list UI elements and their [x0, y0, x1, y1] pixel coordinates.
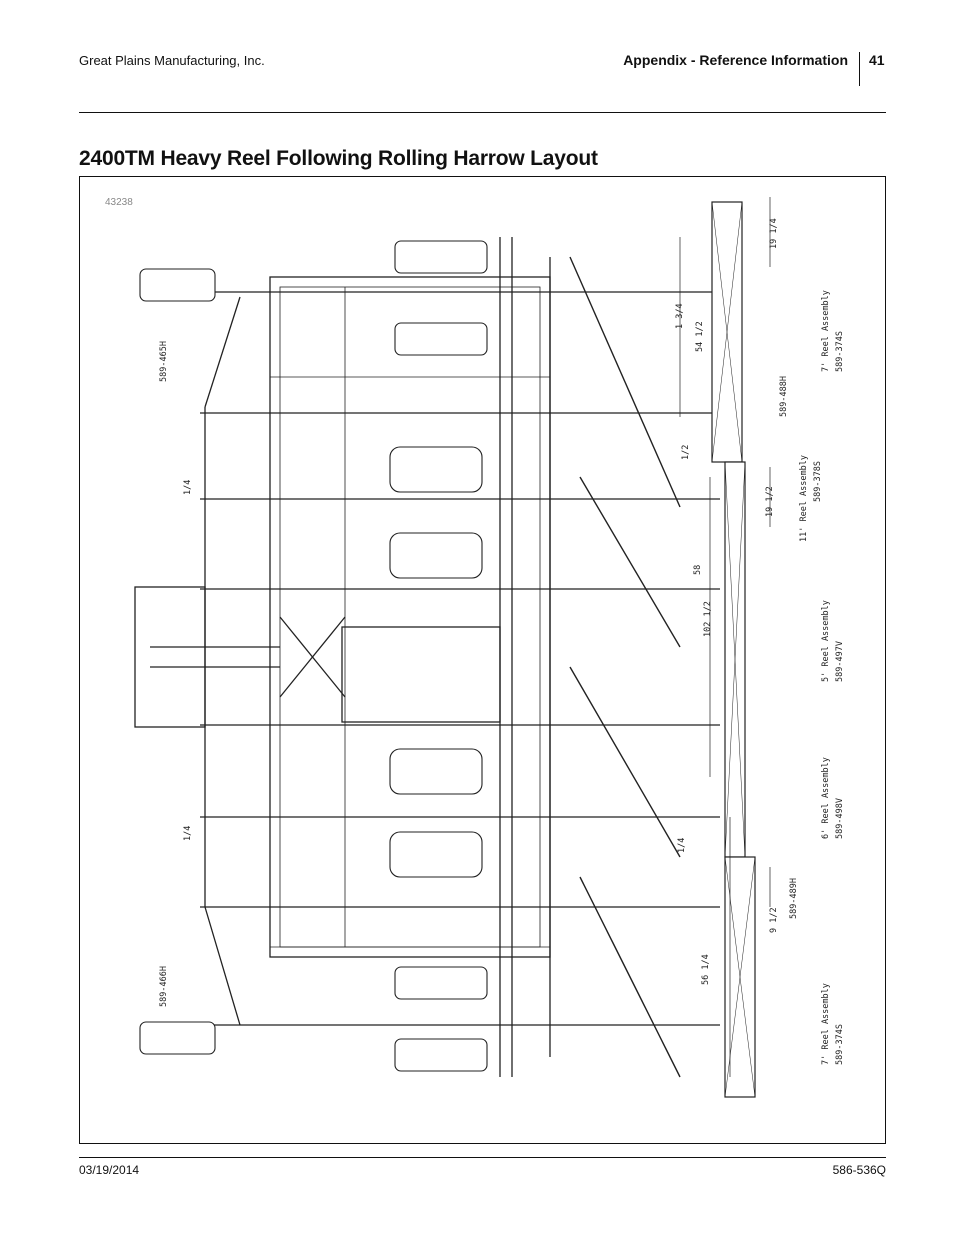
dim-9-1-2: 9 1/2: [769, 907, 779, 933]
reel-11ft-part: 589-378S: [813, 461, 823, 502]
rolling-reels: [712, 202, 755, 1097]
dim-58: 58: [693, 564, 703, 575]
footer-doc-number: 586-536Q: [832, 1163, 886, 1177]
dim-54-1-2: 54 1/2: [695, 321, 705, 352]
company-name: Great Plains Manufacturing, Inc.: [79, 53, 265, 68]
footer-date: 03/19/2014: [79, 1163, 140, 1177]
label-589-488H: 589-488H: [779, 376, 789, 417]
reel-5ft-size: 5' Reel Assembly: [821, 600, 831, 682]
reel-6ft-part: 589-498V: [835, 798, 845, 839]
dim-1-4-bottom-left: 1/4: [183, 825, 193, 841]
reel-7ft-bottom-part: 589-374S: [835, 1024, 845, 1065]
page-number: 41: [869, 52, 885, 68]
reel-6ft-size: 6' Reel Assembly: [821, 757, 831, 839]
label-589-466H: 589-466H: [159, 966, 169, 1007]
machine-frame: [135, 237, 720, 1077]
section-title: Appendix - Reference Information: [623, 52, 848, 68]
reel-5ft-part: 589-497V: [835, 641, 845, 682]
harrow-drawing: [80, 177, 885, 1143]
dim-1-4-right: 1/4: [677, 837, 687, 853]
dim-1-4-top: 1/4: [183, 479, 193, 495]
layout-drawing: [79, 176, 886, 1144]
reel-7ft-top-part: 589-374S: [835, 331, 845, 372]
header-divider: [859, 52, 860, 86]
dim-56-1-4: 56 1/4: [701, 954, 711, 985]
reel-7ft-bottom-size: 7' Reel Assembly: [821, 983, 831, 1065]
figure-number: 43238: [105, 197, 133, 208]
dim-19-1-4-top: 19 1/4: [769, 218, 779, 249]
reel-7ft-top-size: 7' Reel Assembly: [821, 290, 831, 372]
header-rule: [79, 112, 886, 113]
harrow-tine-bars: [570, 257, 680, 1077]
dim-19-1-2: 19 1/2: [765, 486, 775, 517]
dim-1-2: 1/2: [681, 444, 691, 460]
reel-11ft-size: 11' Reel Assembly: [799, 455, 809, 542]
label-589-489H: 589-489H: [789, 878, 799, 919]
page-title: 2400TM Heavy Reel Following Rolling Harrow Layout: [79, 147, 598, 170]
dim-1-3-4: 1 3/4: [675, 303, 685, 329]
dim-102-1-2: 102 1/2: [703, 601, 713, 637]
footer-rule: [79, 1157, 886, 1158]
label-589-465H: 589-465H: [159, 341, 169, 382]
